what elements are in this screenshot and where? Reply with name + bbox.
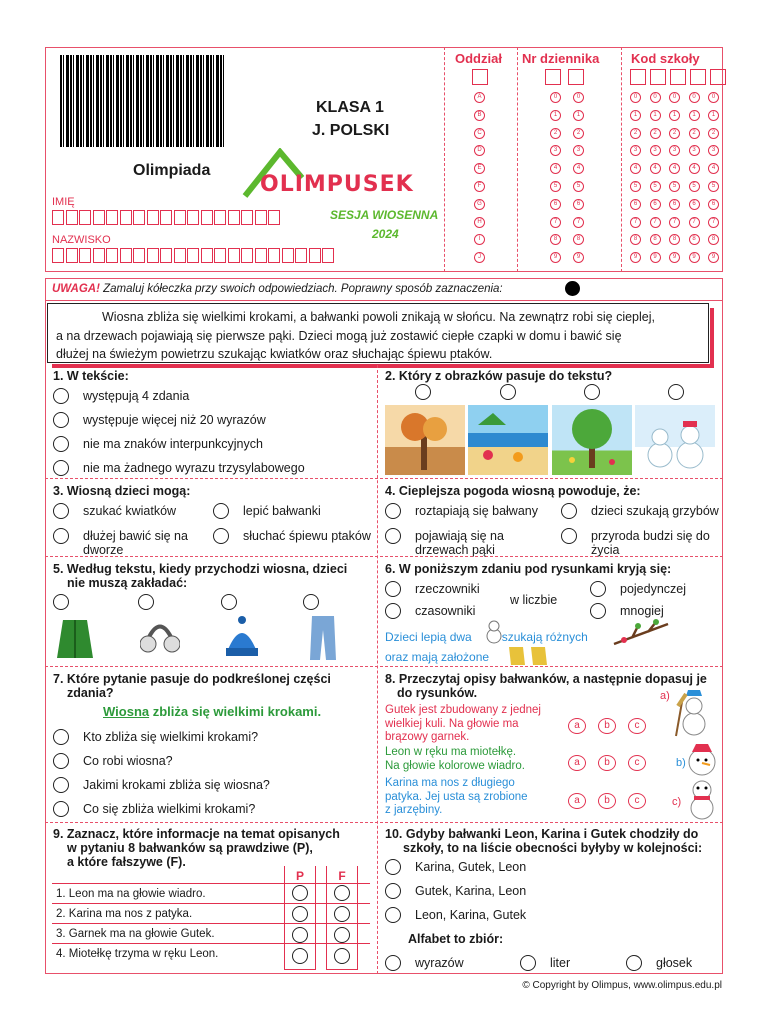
- digit-bubble[interactable]: 4: [669, 163, 680, 174]
- q6-option-3[interactable]: pojedynczej: [590, 582, 686, 597]
- code-box-oddzial[interactable]: [472, 69, 488, 85]
- q9-p-radios[interactable]: [292, 885, 308, 964]
- q10-option-3[interactable]: Leon, Karina, Gutek: [385, 908, 526, 923]
- digit-bubble[interactable]: 3: [708, 145, 719, 156]
- q9-table: [52, 883, 370, 964]
- digit-bubble[interactable]: 7: [630, 217, 641, 228]
- digit-bubble[interactable]: 8: [630, 234, 641, 245]
- radio-icon[interactable]: [385, 907, 401, 923]
- snowman-small-icon: [484, 620, 504, 644]
- filled-circle-example: [565, 281, 580, 296]
- notice-divider: [45, 300, 723, 301]
- q8-desc-1: Gutek jest zbudowany z jednej wielkiej kuli. Na głowie ma brązowy garnek.: [385, 704, 541, 743]
- q5-radio-4[interactable]: [303, 594, 319, 610]
- q6-sentence-2: oraz mają założone: [385, 650, 490, 664]
- q8-label-a: a): [660, 690, 670, 702]
- q8-abc-row-2[interactable]: a b c: [568, 752, 658, 771]
- radio-icon[interactable]: [53, 388, 69, 404]
- q3-option-4[interactable]: słuchać śpiewu ptaków: [213, 529, 371, 544]
- q9-p-header: P: [295, 869, 304, 883]
- digit-bubble[interactable]: 8: [708, 234, 719, 245]
- year-label: 2024: [372, 227, 399, 241]
- oddzial-label: Oddział: [455, 51, 502, 66]
- digit-bubble[interactable]: 4: [550, 163, 561, 174]
- digit-bubble[interactable]: 7: [650, 217, 661, 228]
- radio-icon[interactable]: [385, 859, 401, 875]
- notice-text: Zamaluj kółeczka przy swoich odpowiedziach. Poprawny sposób zaznaczenia:: [103, 283, 503, 295]
- code-divider-2: [517, 47, 518, 272]
- digit-bubble[interactable]: 3: [550, 145, 561, 156]
- digit-bubble[interactable]: 7: [708, 217, 719, 228]
- q2-title: 2. Który z obrazków pasuje do tekstu?: [385, 369, 613, 383]
- q6-sentence-1: Dzieci lepią dwa szukają różnych: [385, 630, 588, 644]
- q2-radio-1[interactable]: [415, 384, 431, 400]
- q8-title: 8. Przeczytaj opisy bałwanków, a następnie dopasuj je do rysunków.: [385, 672, 707, 700]
- q5-radio-3[interactable]: [221, 594, 237, 610]
- code-divider-1: [444, 47, 445, 272]
- digit-bubble[interactable]: 0: [550, 92, 561, 103]
- snowman-head-icon: [686, 742, 718, 776]
- digit-bubble[interactable]: 8: [689, 234, 700, 245]
- digit-bubble[interactable]: 4: [630, 163, 641, 174]
- radio-icon[interactable]: [213, 528, 229, 544]
- digit-bubble[interactable]: 1: [630, 110, 641, 121]
- digit-bubble[interactable]: 2: [550, 128, 561, 139]
- radio-icon[interactable]: [626, 955, 642, 971]
- radio-icon[interactable]: [213, 503, 229, 519]
- digit-bubble[interactable]: 0: [650, 92, 661, 103]
- radio-icon[interactable]: [53, 729, 69, 745]
- class-label: KLASA 1: [316, 99, 384, 116]
- digit-bubble[interactable]: 0: [669, 92, 680, 103]
- q1-option-1[interactable]: występują 4 zdania: [53, 389, 189, 404]
- mittens-icon: [505, 643, 551, 667]
- radio-icon[interactable]: [53, 801, 69, 817]
- digit-bubble[interactable]: 6: [669, 199, 680, 210]
- spring-tree-image: [552, 405, 632, 475]
- digit-bubble[interactable]: 5: [573, 181, 584, 192]
- q7-sentence: Wiosna zbliża się wielkimi krokami.: [103, 704, 322, 719]
- digit-bubble[interactable]: 7: [550, 217, 561, 228]
- digit-bubble[interactable]: 3: [573, 145, 584, 156]
- q8-abc-row-1[interactable]: a b c: [568, 715, 658, 734]
- code-box-nr1[interactable]: [545, 69, 561, 85]
- grid-vline: [377, 365, 378, 974]
- digit-bubble[interactable]: 6: [573, 199, 584, 210]
- digit-bubble[interactable]: 7: [689, 217, 700, 228]
- digit-bubble[interactable]: 3: [630, 145, 641, 156]
- logo-text: OLIMPUSEK: [260, 172, 414, 197]
- kod-digit-grid[interactable]: [630, 92, 719, 263]
- q8-desc-2: Leon w ręku ma miotełkę. Na głowie kolorowe wiadro.: [385, 746, 525, 772]
- digit-bubble[interactable]: 3: [669, 145, 680, 156]
- digit-bubble[interactable]: 5: [650, 181, 661, 192]
- q1-option-2[interactable]: występuje więcej niż 20 wyrazów: [53, 413, 266, 428]
- digit-bubble[interactable]: 8: [550, 234, 561, 245]
- q7-option-2[interactable]: Co robi wiosna?: [53, 754, 173, 769]
- digit-bubble[interactable]: 9: [708, 252, 719, 263]
- q8-desc-3: Karina ma nos z długiego patyka. Jej usta są zrobione z jarzębiny.: [385, 777, 528, 816]
- q9-title: 9. Zaznacz, które informacje na temat opisanych w pytaniu 8 bałwanków są prawdziwe (P), a które fałszywe (F).: [53, 827, 340, 869]
- reading-box: [47, 303, 709, 363]
- radio-icon[interactable]: [53, 412, 69, 428]
- q8-abc-row-3[interactable]: a b c: [568, 790, 658, 809]
- radio-icon[interactable]: [561, 528, 577, 544]
- radio-icon[interactable]: [53, 460, 69, 476]
- q3-option-1[interactable]: szukać kwiatków: [53, 504, 176, 519]
- radio-icon[interactable]: [385, 955, 401, 971]
- digit-bubble[interactable]: 5: [550, 181, 561, 192]
- code-divider-3: [621, 47, 622, 272]
- radio-icon[interactable]: [53, 753, 69, 769]
- radio-icon[interactable]: [53, 528, 69, 544]
- hat-icon: [222, 614, 262, 660]
- radio-icon[interactable]: [385, 603, 401, 619]
- digit-bubble[interactable]: 2: [708, 128, 719, 139]
- q4-option-2[interactable]: dzieci szukają grzybów: [561, 504, 719, 519]
- q5-title: 5. Według tekstu, kiedy przychodzi wiosna, dzieci nie muszą zakładać:: [53, 562, 348, 590]
- q2-radio-3[interactable]: [584, 384, 600, 400]
- digit-bubble[interactable]: 9: [573, 252, 584, 263]
- digit-bubble[interactable]: 1: [550, 110, 561, 121]
- q8-label-b: b): [676, 757, 686, 769]
- q7-title: 7. Które pytanie pasuje do podkreślonej części zdania?: [53, 672, 331, 700]
- radio-icon[interactable]: [590, 581, 606, 597]
- digit-bubble[interactable]: 2: [573, 128, 584, 139]
- digit-bubble[interactable]: 4: [573, 163, 584, 174]
- q10-sub-option-2[interactable]: liter: [520, 956, 570, 971]
- digit-bubble[interactable]: 9: [650, 252, 661, 263]
- table-row: 1. Leon ma na głowie wiadro.: [52, 884, 370, 904]
- digit-bubble[interactable]: 7: [573, 217, 584, 228]
- digit-bubble[interactable]: 5: [669, 181, 680, 192]
- q2-radio-4[interactable]: [668, 384, 684, 400]
- snowmen-image: [635, 405, 715, 475]
- radio-icon[interactable]: [385, 883, 401, 899]
- earmuffs-icon: [140, 614, 180, 660]
- q7-option-3[interactable]: Jakimi krokami zbliża się wiosna?: [53, 778, 270, 793]
- digit-bubble[interactable]: 0: [573, 92, 584, 103]
- q1-option-3[interactable]: nie ma znaków interpunkcyjnych: [53, 437, 263, 452]
- q10-sub-option-3[interactable]: głosek: [626, 956, 692, 971]
- radio-icon[interactable]: [385, 528, 401, 544]
- q8-label-c: c): [672, 796, 682, 808]
- olimpiada-label: Olimpiada: [133, 162, 211, 179]
- radio-icon[interactable]: [53, 503, 69, 519]
- autumn-tree-image: [385, 405, 465, 475]
- grid-hline-4: [45, 822, 723, 823]
- digit-bubble[interactable]: 3: [689, 145, 700, 156]
- digit-bubble[interactable]: 8: [669, 234, 680, 245]
- name-boxes[interactable]: [52, 210, 282, 230]
- digit-bubble[interactable]: 4: [650, 163, 661, 174]
- q4-option-4[interactable]: przyroda budzi się do życia: [561, 529, 710, 557]
- q7-option-4[interactable]: Co się zbliża wielkimi krokami?: [53, 802, 255, 817]
- q7-option-1[interactable]: Kto zbliża się wielkimi krokami?: [53, 730, 258, 745]
- radio-icon[interactable]: [385, 581, 401, 597]
- q3-option-3[interactable]: dłużej bawić się na dworze: [53, 529, 188, 557]
- q6-title: 6. W poniższym zdaniu pod rysunkami kryją się:: [385, 562, 672, 576]
- snowman-scarf-icon: [684, 776, 720, 820]
- digit-bubble[interactable]: 9: [689, 252, 700, 263]
- q10-sub-title: Alfabet to zbiór:: [408, 932, 504, 946]
- digit-bubble[interactable]: 9: [669, 252, 680, 263]
- radio-icon[interactable]: [53, 777, 69, 793]
- surname-boxes[interactable]: [52, 248, 336, 268]
- code-box-nr2[interactable]: [568, 69, 584, 85]
- barcode: [60, 55, 225, 147]
- digit-bubble[interactable]: 1: [650, 110, 661, 121]
- q6-option-2[interactable]: czasowniki: [385, 604, 475, 619]
- nr-dziennika-label: Nr dziennika: [522, 51, 600, 66]
- radio-icon[interactable]: [561, 503, 577, 519]
- name-label: IMIĘ: [52, 196, 75, 208]
- digit-bubble[interactable]: 6: [550, 199, 561, 210]
- surname-label: NAZWISKO: [52, 234, 111, 246]
- digit-bubble[interactable]: 8: [573, 234, 584, 245]
- digit-bubble[interactable]: 5: [630, 181, 641, 192]
- digit-bubble[interactable]: 6: [708, 199, 719, 210]
- digit-bubble[interactable]: 6: [650, 199, 661, 210]
- radio-icon[interactable]: [53, 436, 69, 452]
- q1-title: 1. W tekście:: [53, 369, 129, 383]
- table-row: 4. Miotełkę trzyma w ręku Leon.: [56, 948, 219, 960]
- digit-bubble[interactable]: 0: [708, 92, 719, 103]
- digit-bubble[interactable]: 0: [689, 92, 700, 103]
- table-row: 3. Garnek ma na głowie Gutek.: [52, 924, 370, 944]
- q3-title: 3. Wiosną dzieci mogą:: [53, 484, 191, 498]
- kod-szkoly-label: Kod szkoły: [631, 51, 700, 66]
- digit-bubble[interactable]: 1: [669, 110, 680, 121]
- uwaga-label: UWAGA!: [52, 283, 100, 295]
- notice-line: [52, 283, 503, 295]
- q10-option-2[interactable]: Gutek, Karina, Leon: [385, 884, 526, 899]
- table-row: 2. Karina ma nos z patyka.: [52, 904, 370, 924]
- radio-icon[interactable]: [590, 603, 606, 619]
- digit-bubble[interactable]: 2: [630, 128, 641, 139]
- digit-bubble[interactable]: 3: [650, 145, 661, 156]
- q10-title: 10. Gdyby bałwanki Leon, Karina i Gutek chodziły do szkoły, to na liście obecności byłyby w kolejności:: [385, 827, 703, 855]
- digit-bubble[interactable]: 4: [708, 163, 719, 174]
- letter-grid[interactable]: A B C D E F G H I J: [474, 92, 485, 263]
- digit-bubble[interactable]: 4: [689, 163, 700, 174]
- digit-bubble[interactable]: 5: [708, 181, 719, 192]
- q4-option-3[interactable]: pojawiają się na drzewach pąki: [385, 529, 504, 557]
- reading-line-1: Wiosna zbliża się wielkimi krokami, a bałwanki powoli znikają w słońcu. Na zewnątrz robi się cieplej,: [102, 310, 655, 324]
- copyright-footer: © Copyright by Olimpus, www.olimpus.edu.pl: [522, 980, 722, 991]
- digit-bubble[interactable]: 1: [573, 110, 584, 121]
- q5-radio-2[interactable]: [138, 594, 154, 610]
- q6-middle-label: w liczbie: [510, 593, 558, 607]
- digit-bubble[interactable]: 2: [669, 128, 680, 139]
- nr-digit-grid[interactable]: [550, 92, 584, 263]
- grid-hline-3: [45, 666, 723, 667]
- snowman-broom-icon: [672, 688, 714, 738]
- q4-option-1[interactable]: roztapiają się bałwany: [385, 504, 538, 519]
- q9-f-radios[interactable]: [334, 885, 350, 964]
- digit-bubble[interactable]: 6: [630, 199, 641, 210]
- digit-bubble[interactable]: 6: [689, 199, 700, 210]
- code-boxes-kod[interactable]: [630, 69, 726, 85]
- digit-bubble[interactable]: 0: [630, 92, 641, 103]
- q10-option-1[interactable]: Karina, Gutek, Leon: [385, 860, 526, 875]
- reading-line-3: dłużej na świeżym powietrzu szukając kwiatków oraz słuchając śpiewu ptaków.: [56, 347, 493, 361]
- digit-bubble[interactable]: 1: [708, 110, 719, 121]
- beach-image: [468, 405, 548, 475]
- digit-bubble[interactable]: 2: [650, 128, 661, 139]
- q2-radio-2[interactable]: [500, 384, 516, 400]
- q6-option-1[interactable]: rzeczowniki: [385, 582, 480, 597]
- digit-bubble[interactable]: 5: [689, 181, 700, 192]
- digit-bubble[interactable]: 9: [550, 252, 561, 263]
- branch-icon: [612, 618, 670, 648]
- digit-bubble[interactable]: 8: [650, 234, 661, 245]
- reading-line-2: a na drzewach pojawiają się pierwsze pąki. Dzieci mogą już zostawić ciepłe czapki w domu i bawić się: [56, 328, 622, 343]
- q5-radio-1[interactable]: [53, 594, 69, 610]
- radio-icon[interactable]: [385, 503, 401, 519]
- grid-hline-1: [45, 478, 723, 479]
- radio-icon[interactable]: [520, 955, 536, 971]
- jacket-icon: [55, 614, 95, 660]
- digit-bubble[interactable]: 2: [689, 128, 700, 139]
- digit-bubble[interactable]: 7: [669, 217, 680, 228]
- jeans-icon: [308, 614, 338, 662]
- session-label: SESJA WIOSENNA: [330, 208, 439, 222]
- q10-sub-option-1[interactable]: wyrazów: [385, 956, 464, 971]
- q3-option-2[interactable]: lepić bałwanki: [213, 504, 321, 519]
- q9-f-header: F: [338, 869, 346, 883]
- q4-title: 4. Cieplejsza pogoda wiosną powoduje, że:: [385, 484, 641, 498]
- digit-bubble[interactable]: 9: [630, 252, 641, 263]
- q6-option-4[interactable]: mnogiej: [590, 604, 664, 619]
- q1-option-4[interactable]: nie ma żadnego wyrazu trzysylabowego: [53, 461, 305, 476]
- digit-bubble[interactable]: 1: [689, 110, 700, 121]
- subject-label: J. POLSKI: [312, 122, 390, 139]
